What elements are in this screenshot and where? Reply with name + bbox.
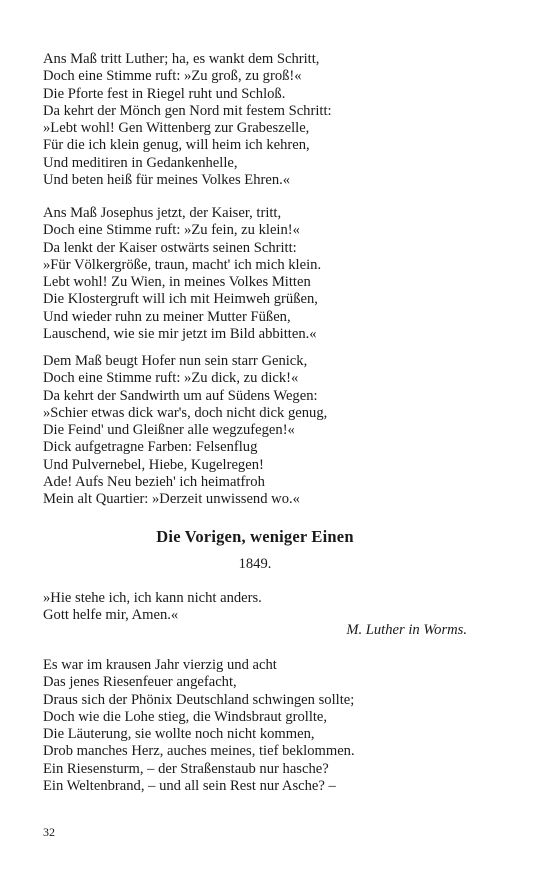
verse-line: Ade! Aufs Neu bezieh' ich heimatfroh (43, 474, 265, 491)
poem-year: 1849. (238, 556, 272, 572)
verse-line: Die Feind' und Gleißner alle wegzufegen!« (43, 422, 295, 439)
verse-line: Dick aufgetragne Farben: Felsenflug (43, 439, 258, 456)
verse-line: Die Läuterung, sie wollte noch nicht kommen, (43, 726, 315, 743)
verse-line: »Lebt wohl! Gen Wittenberg zur Grabeszelle, (43, 120, 310, 137)
verse-line: Lebt wohl! Zu Wien, in meines Volkes Mitten (43, 274, 311, 291)
verse-line: Ans Maß tritt Luther; ha, es wankt dem Schritt, (43, 51, 320, 67)
verse-line: Das jenes Riesenfeuer angefacht, (43, 674, 237, 691)
verse-line: Ans Maß Josephus jetzt, der Kaiser, tritt, (43, 205, 282, 221)
epigraph (43, 590, 483, 625)
poem-title: Die Vorigen, weniger Einen (156, 527, 354, 546)
verse-line: Doch eine Stimme ruft: »Zu dick, zu dick!« (43, 370, 299, 387)
verse-line: Ein Riesensturm, – der Straßenstaub nur hasche? (43, 760, 329, 777)
verse-line: Da lenkt der Kaiser ostwärts seinen Schritt: (43, 239, 297, 256)
page-number: 32 (43, 825, 55, 839)
epigraph-line: »Hie stehe ich, ich kann nicht anders. (43, 590, 262, 606)
stanza-hofer (43, 353, 483, 509)
verse-line: Da kehrt der Sandwirth um auf Südens Wegen: (43, 387, 318, 404)
verse-line: Doch eine Stimme ruft: »Zu fein, zu klein!« (43, 222, 300, 239)
verse-line: Und Pulvernebel, Hiebe, Kugelregen! (43, 456, 264, 473)
verse-line: Drob manches Herz, auches meines, tief beklommen. (43, 743, 355, 760)
verse-line: Dem Maß beugt Hofer nun sein starr Genick, (43, 353, 308, 369)
verse-line: Lauschend, wie sie mir jetzt im Bild abbitten.« (43, 326, 317, 343)
verse-line: Doch wie die Lohe stieg, die Windsbraut grollte, (43, 708, 328, 725)
epigraph-line: Gott helfe mir, Amen.« (43, 607, 179, 624)
verse-line: Da kehrt der Mönch gen Nord mit festem Schritt: (43, 102, 332, 119)
verse-line: Und beten heiß für meines Volkes Ehren.« (43, 172, 291, 189)
verse-line: Für die ich klein genug, will heim ich kehren, (43, 137, 310, 154)
verse-line: Und meditiren in Gedankenhelle, (43, 154, 238, 171)
verse-line: Es war im krausen Jahr vierzig und acht (43, 657, 277, 673)
stanza-josephus (43, 205, 483, 343)
verse-line: Ein Weltenbrand, – und all sein Rest nur Asche? – (43, 778, 336, 795)
verse-line: Draus sich der Phönix Deutschland schwingen sollte; (43, 691, 355, 708)
epigraph-attribution: M. Luther in Worms. (346, 622, 467, 638)
verse-line: Mein alt Quartier: »Derzeit unwissend wo.« (43, 491, 300, 508)
verse-line: Doch eine Stimme ruft: »Zu groß, zu groß!« (43, 68, 302, 85)
stanza-luther (43, 51, 483, 189)
verse-line: »Für Völkergröße, traun, macht' ich mich klein. (43, 256, 322, 273)
verse-line: Die Klostergruft will ich mit Heimweh grüßen, (43, 291, 318, 308)
poem-stanza (43, 657, 483, 795)
verse-line: Die Pforte fest in Riegel ruht und Schloß. (43, 85, 286, 102)
verse-line: Und wieder ruhn zu meiner Mutter Füßen, (43, 308, 291, 325)
verse-line: »Schier etwas dick war's, doch nicht dick genug, (43, 404, 328, 421)
